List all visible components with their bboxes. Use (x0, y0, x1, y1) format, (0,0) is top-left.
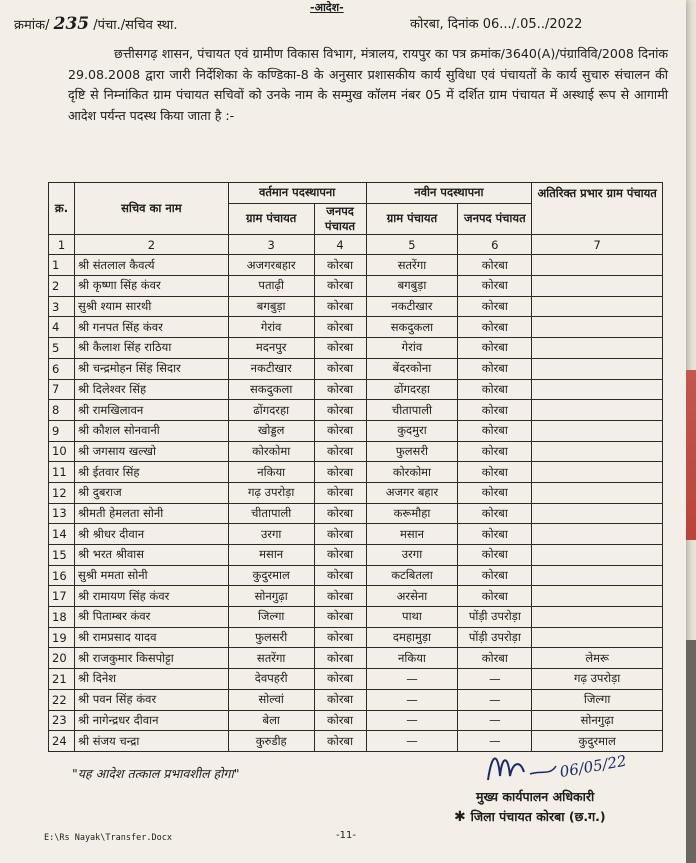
current-jp-cell: कोरबा (314, 317, 366, 338)
serial-header: क्र. (49, 183, 75, 235)
serial-cell: 1 (49, 255, 75, 276)
column-number-row (49, 234, 663, 255)
extra-charge-cell (532, 338, 663, 359)
order-suffix: /पंचा./सचिव स्था. (93, 18, 178, 33)
secretary-name-cell: श्री संतलाल कैवर्त्य (74, 255, 228, 276)
extra-charge-cell (532, 524, 663, 545)
current-gp-header: ग्राम पंचायत (228, 203, 314, 234)
current-jp-cell: कोरबा (314, 503, 366, 524)
office-name: जिला पंचायत कोरबा (छ.ग.) (470, 809, 606, 824)
new-jp-cell: पोंड़ी उपरोड़ा (458, 607, 532, 628)
serial-cell: 10 (49, 441, 75, 462)
footer-page-number: -11- (336, 830, 356, 841)
secretary-name-cell: श्री चन्द्रमोहन सिंह सिदार (74, 358, 228, 379)
secretary-name-cell: श्री रामप्रसाद यादव (74, 627, 228, 648)
new-jp-cell: कोरबा (458, 462, 532, 483)
current-jp-cell: कोरबा (314, 627, 366, 648)
table-row (49, 503, 663, 524)
extra-charge-cell: सोनगुढ़ा (532, 710, 663, 731)
extra-charge-cell (532, 358, 663, 379)
extra-charge-cell: गढ़ उपरोड़ा (532, 669, 663, 690)
new-gp-cell: ढोंगदरहा (366, 379, 458, 400)
current-jp-cell: कोरबा (314, 358, 366, 379)
column-number: 4 (314, 234, 366, 255)
new-gp-cell: करूमौहा (366, 503, 458, 524)
current-gp-cell: कुरुडीह (228, 731, 314, 752)
current-jp-cell: कोरबा (314, 338, 366, 359)
current-gp-cell: सोल्वां (228, 689, 314, 710)
current-gp-cell: चीतापाली (228, 503, 314, 524)
new-jp-cell: कोरबा (458, 524, 532, 545)
column-number: 1 (49, 234, 75, 255)
serial-cell: 23 (49, 710, 75, 731)
serial-cell: 3 (49, 296, 75, 317)
secretary-name-cell: श्री पिताम्बर कंवर (74, 607, 228, 628)
serial-cell: 16 (49, 565, 75, 586)
table-row (49, 689, 663, 710)
extra-charge-cell (532, 586, 663, 607)
new-gp-cell: — (366, 689, 458, 710)
extra-charge-cell (532, 400, 663, 421)
new-gp-cell: सतरेंगा (366, 255, 458, 276)
current-jp-cell: कोरबा (314, 462, 366, 483)
secretary-name-cell: श्री भरत श्रीवास (74, 545, 228, 566)
table-row (49, 482, 663, 503)
current-jp-header: जनपद पंचायत (314, 203, 366, 234)
new-jp-cell: कोरबा (458, 296, 532, 317)
current-jp-cell: कोरबा (314, 586, 366, 607)
current-gp-cell: उरगा (228, 524, 314, 545)
secretary-name-cell: श्री संजय चन्द्रा (74, 731, 228, 752)
new-gp-cell: फुलसरी (366, 441, 458, 462)
serial-cell: 4 (49, 317, 75, 338)
column-number: 2 (74, 234, 228, 255)
signatory-office (454, 808, 606, 825)
extra-charge-cell (532, 276, 663, 297)
new-jp-cell: कोरबा (458, 482, 532, 503)
new-gp-header: ग्राम पंचायत (366, 203, 458, 234)
serial-cell: 22 (49, 689, 75, 710)
current-gp-cell: जिल्गा (228, 607, 314, 628)
transfer-table (48, 182, 663, 752)
current-jp-cell: कोरबा (314, 648, 366, 669)
extra-charge-cell (532, 379, 663, 400)
serial-cell: 12 (49, 482, 75, 503)
order-body-content: छत्तीसगढ़ शासन, पंचायत एवं ग्रामीण विकास विभाग, मंत्रालय, रायपुर का पत्र क्रमांक/3640(A)/पंग्राविवि/2008 दिनांक 29.08.2008 द्वारा जारी निर्देशिका के कण्डिका-8 के अनुसार प्रशासकीय कार्य सुविधा एवं पंचायतों के कार्य सुचारु संचालन की दृष्टि से निम्नांकित ग्राम पंचायत सचिवों को उनके नाम के सम्मुख कॉलम नंबर 05 में दर्शित ग्राम पंचायत में अस्थाई रूप से आगामी आदेश पर्यन्त पदस्थ किया जाता है :- (68, 46, 668, 123)
table-row (49, 462, 663, 483)
new-gp-cell: नकिया (366, 648, 458, 669)
column-number: 6 (458, 234, 532, 255)
secretary-name-cell: श्री राजकुमार किसपोट्टा (74, 648, 228, 669)
new-gp-cell: कटबितला (366, 565, 458, 586)
serial-cell: 2 (49, 276, 75, 297)
column-number: 5 (366, 234, 458, 255)
current-jp-cell: कोरबा (314, 607, 366, 628)
new-jp-cell: पोंड़ी उपरोड़ा (458, 627, 532, 648)
current-jp-cell: कोरबा (314, 255, 366, 276)
serial-cell: 9 (49, 420, 75, 441)
table-row (49, 648, 663, 669)
extra-charge-cell: लेमरू (532, 648, 663, 669)
new-jp-cell: कोरबा (458, 441, 532, 462)
secretary-name-cell: श्री कौशल सोनवानी (74, 420, 228, 441)
table-row (49, 710, 663, 731)
new-jp-cell: कोरबा (458, 420, 532, 441)
serial-cell: 18 (49, 607, 75, 628)
current-gp-cell: सतरेंगा (228, 648, 314, 669)
new-gp-cell: — (366, 731, 458, 752)
extra-charge-cell (532, 462, 663, 483)
new-jp-header: जनपद पंचायत (458, 203, 532, 234)
new-jp-cell: कोरबा (458, 276, 532, 297)
current-jp-cell: कोरबा (314, 565, 366, 586)
new-jp-cell: कोरबा (458, 379, 532, 400)
new-gp-cell: मसान (366, 524, 458, 545)
serial-cell: 8 (49, 400, 75, 421)
extra-charge-cell (532, 565, 663, 586)
secretary-name-cell: श्री नागेन्द्रधर दीवान (74, 710, 228, 731)
table-row (49, 420, 663, 441)
new-gp-cell: अजगर बहार (366, 482, 458, 503)
new-gp-cell: बेंदरकोना (366, 358, 458, 379)
serial-cell: 17 (49, 586, 75, 607)
secretary-name-cell: श्री पवन सिंह कंवर (74, 689, 228, 710)
secretary-name-cell: श्री गनपत सिंह कंवर (74, 317, 228, 338)
new-gp-cell: कुदमुरा (366, 420, 458, 441)
new-gp-cell: अरसेना (366, 586, 458, 607)
new-posting-header: नवीन पदस्थापना (366, 183, 532, 204)
current-jp-cell: कोरबा (314, 524, 366, 545)
current-gp-cell: सकदुकला (228, 379, 314, 400)
new-jp-cell: — (458, 689, 532, 710)
table-row (49, 379, 663, 400)
current-jp-cell: कोरबा (314, 296, 366, 317)
new-gp-cell: चीतापाली (366, 400, 458, 421)
signature-date: 06/05/22 (558, 751, 628, 782)
document-title: -आदेश- (310, 1, 344, 14)
new-gp-cell: — (366, 669, 458, 690)
extra-charge-header: अतिरिक्त प्रभार ग्राम पंचायत (532, 183, 663, 235)
serial-cell: 5 (49, 338, 75, 359)
order-body-text (68, 44, 668, 126)
table-row (49, 627, 663, 648)
new-jp-cell: कोरबा (458, 338, 532, 359)
current-jp-cell: कोरबा (314, 669, 366, 690)
current-gp-cell: देवपहरी (228, 669, 314, 690)
extra-charge-cell (532, 627, 663, 648)
table-row (49, 358, 663, 379)
table-row (49, 338, 663, 359)
secretary-name-cell: श्री श्रीधर दीवान (74, 524, 228, 545)
effect-note: "यह आदेश तत्काल प्रभावशील होगा" (72, 766, 240, 781)
serial-cell: 14 (49, 524, 75, 545)
extra-charge-cell (532, 317, 663, 338)
secretary-name-cell: श्री दिनेश (74, 669, 228, 690)
table-row (49, 565, 663, 586)
current-jp-cell: कोरबा (314, 441, 366, 462)
current-gp-cell: फुलसरी (228, 627, 314, 648)
current-gp-cell: नकिया (228, 462, 314, 483)
order-label: क्रमांक/ (14, 18, 50, 33)
secretary-name-cell: श्री कैलाश सिंह राठिया (74, 338, 228, 359)
new-gp-cell: दमहामुड़ा (366, 627, 458, 648)
name-header: सचिव का नाम (74, 183, 228, 235)
background-edge-red (686, 370, 696, 540)
new-gp-cell: — (366, 710, 458, 731)
serial-cell: 19 (49, 627, 75, 648)
column-number: 7 (532, 234, 663, 255)
current-jp-cell: कोरबा (314, 482, 366, 503)
new-gp-cell: नकटीखार (366, 296, 458, 317)
current-gp-cell: अजगरबहार (228, 255, 314, 276)
new-gp-cell: कोरकोमा (366, 462, 458, 483)
table-row (49, 545, 663, 566)
new-jp-cell: कोरबा (458, 545, 532, 566)
secretary-name-cell: श्री रामायण सिंह कंवर (74, 586, 228, 607)
current-jp-cell: कोरबा (314, 379, 366, 400)
background-edge-dark (686, 640, 696, 863)
current-jp-cell: कोरबा (314, 710, 366, 731)
handwritten-signature (480, 742, 640, 792)
current-gp-cell: पताढ़ी (228, 276, 314, 297)
secretary-name-cell: श्री दुबराज (74, 482, 228, 503)
secretary-name-cell: श्री ईतवार सिंह (74, 462, 228, 483)
order-number: 235 (53, 14, 90, 34)
secretary-name-cell: सुश्री श्याम सारथी (74, 296, 228, 317)
serial-cell: 21 (49, 669, 75, 690)
secretary-name-cell: श्री दिलेश्वर सिंह (74, 379, 228, 400)
new-gp-cell: उरगा (366, 545, 458, 566)
serial-cell: 7 (49, 379, 75, 400)
extra-charge-cell (532, 255, 663, 276)
new-jp-cell: कोरबा (458, 400, 532, 421)
new-jp-cell: कोरबा (458, 358, 532, 379)
table-row (49, 607, 663, 628)
extra-charge-cell (532, 545, 663, 566)
table-row (49, 669, 663, 690)
current-gp-cell: बगबुड़ा (228, 296, 314, 317)
current-jp-cell: कोरबा (314, 731, 366, 752)
current-gp-cell: सोनगुढ़ा (228, 586, 314, 607)
new-gp-cell: बगबुड़ा (366, 276, 458, 297)
current-gp-cell: कुदुरमाल (228, 565, 314, 586)
current-gp-cell: ढोंगदरहा (228, 400, 314, 421)
table-header-row (49, 183, 663, 204)
footer-file-path: E:\Rs Nayak\Transfer.Docx (44, 833, 172, 843)
column-number: 3 (228, 234, 314, 255)
current-gp-cell: नकटीखार (228, 358, 314, 379)
serial-cell: 15 (49, 545, 75, 566)
serial-cell: 11 (49, 462, 75, 483)
extra-charge-cell (532, 420, 663, 441)
signatory-designation: मुख्य कार्यपालन अधिकारी (476, 789, 595, 804)
extra-charge-cell (532, 296, 663, 317)
secretary-name-cell: सुश्री ममता सोनी (74, 565, 228, 586)
current-gp-cell: खोड्डल (228, 420, 314, 441)
extra-charge-cell: कुदुरमाल (532, 731, 663, 752)
serial-cell: 20 (49, 648, 75, 669)
place-and-date: कोरबा, दिनांक 06.../.05../2022 (410, 17, 583, 32)
new-gp-cell: सकदुकला (366, 317, 458, 338)
extra-charge-cell (532, 482, 663, 503)
extra-charge-cell (532, 503, 663, 524)
current-jp-cell: कोरबा (314, 400, 366, 421)
current-jp-cell: कोरबा (314, 276, 366, 297)
new-jp-cell: कोरबा (458, 648, 532, 669)
table-row (49, 317, 663, 338)
serial-cell: 6 (49, 358, 75, 379)
table-row (49, 441, 663, 462)
new-jp-cell: कोरबा (458, 565, 532, 586)
star-mark-icon: ✱ (454, 809, 471, 825)
table-row (49, 586, 663, 607)
table-row (49, 400, 663, 421)
current-gp-cell: कोरकोमा (228, 441, 314, 462)
current-jp-cell: कोरबा (314, 689, 366, 710)
table-row (49, 524, 663, 545)
table-row (49, 296, 663, 317)
secretary-name-cell: श्री कृष्णा सिंह कंवर (74, 276, 228, 297)
new-jp-cell: कोरबा (458, 317, 532, 338)
new-gp-cell: गेरांव (366, 338, 458, 359)
current-gp-cell: बेला (228, 710, 314, 731)
new-jp-cell: — (458, 710, 532, 731)
new-jp-cell: — (458, 731, 532, 752)
secretary-name-cell: श्री रामखिलावन (74, 400, 228, 421)
extra-charge-cell: जिल्गा (532, 689, 663, 710)
current-gp-cell: मदनपुर (228, 338, 314, 359)
current-jp-cell: कोरबा (314, 420, 366, 441)
current-jp-cell: कोरबा (314, 545, 366, 566)
secretary-name-cell: श्री जगसाय खल्खो (74, 441, 228, 462)
current-gp-cell: मसान (228, 545, 314, 566)
current-gp-cell: गढ़ उपरोड़ा (228, 482, 314, 503)
signature-drawing (480, 742, 640, 792)
new-jp-cell: कोरबा (458, 503, 532, 524)
new-jp-cell: कोरबा (458, 255, 532, 276)
table-row (49, 276, 663, 297)
extra-charge-cell (532, 441, 663, 462)
order-reference (14, 14, 178, 34)
table-row (49, 255, 663, 276)
new-jp-cell: कोरबा (458, 586, 532, 607)
new-gp-cell: पाथा (366, 607, 458, 628)
serial-cell: 13 (49, 503, 75, 524)
current-gp-cell: गेरांव (228, 317, 314, 338)
secretary-name-cell: श्रीमती हेमलता सोनी (74, 503, 228, 524)
document-header (0, 0, 686, 40)
current-posting-header: वर्तमान पदस्थापना (228, 183, 366, 204)
extra-charge-cell (532, 607, 663, 628)
serial-cell: 24 (49, 731, 75, 752)
new-jp-cell: — (458, 669, 532, 690)
